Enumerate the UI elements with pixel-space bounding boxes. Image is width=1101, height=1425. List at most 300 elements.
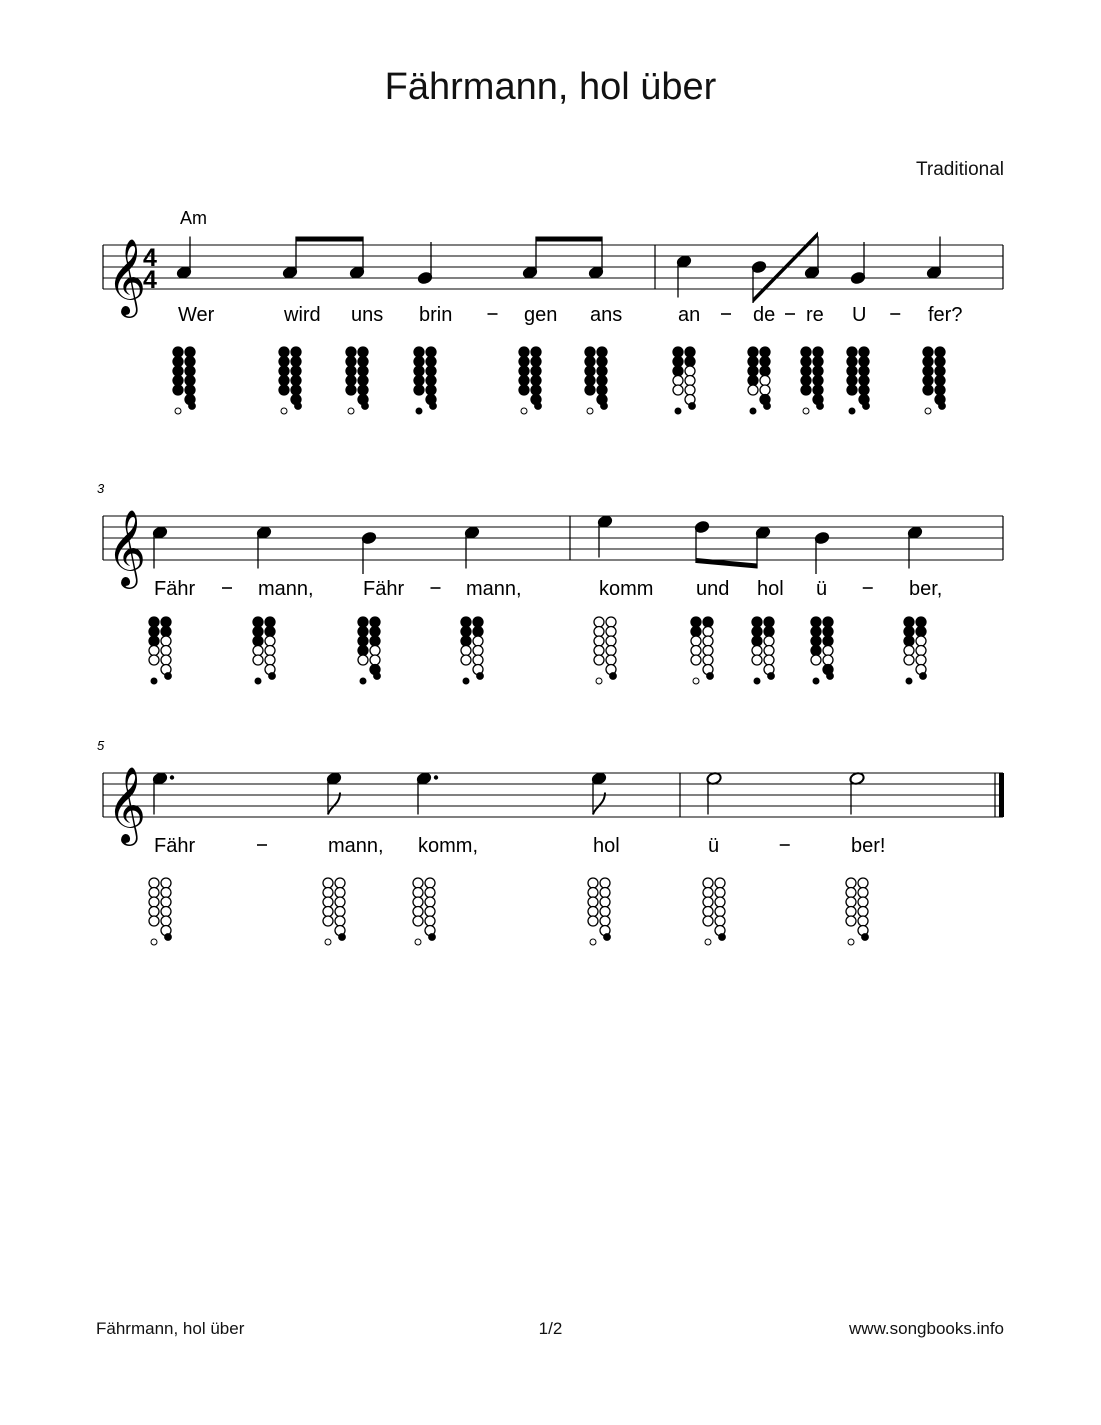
recorder-fingering-chart [801, 347, 823, 414]
fingering-small-hole [764, 403, 771, 410]
final-barline-thick [999, 773, 1004, 817]
fingering-hole [764, 617, 774, 627]
fingering-hole [358, 385, 368, 395]
fingering-hole [279, 357, 289, 367]
fingering-hole [461, 655, 471, 665]
fingering-hole [764, 627, 774, 637]
fingering-hole [531, 376, 541, 386]
fingering-hole [585, 366, 595, 376]
fingering-thumb-hole [703, 878, 713, 888]
fingering-hole [685, 347, 695, 357]
fingering-small-hole [849, 408, 855, 414]
fingering-small-hole [848, 939, 854, 945]
fingering-hole [752, 646, 762, 656]
fingering-hole [358, 366, 368, 376]
footer-website: www.songbooks.info [849, 1319, 1004, 1338]
fingering-hole [161, 878, 171, 888]
recorder-fingering-chart [588, 878, 610, 945]
lyric-syllable: mann, [328, 835, 384, 857]
fingering-hole [173, 366, 183, 376]
fingering-small-hole [813, 678, 819, 684]
fingering-hole [161, 627, 171, 637]
fingering-hole [426, 357, 436, 367]
fingering-hole [606, 617, 616, 627]
lyric-syllable: U [852, 304, 867, 326]
fingering-hole [801, 357, 811, 367]
fingering-hole [185, 366, 195, 376]
fingering-hole [597, 366, 607, 376]
fingering-hole [691, 655, 701, 665]
recorder-fingering-chart [519, 347, 541, 414]
fingering-small-hole [362, 403, 369, 410]
fingering-small-hole [939, 403, 946, 410]
lyric-syllable: mann, [466, 578, 522, 600]
fingering-hole [291, 376, 301, 386]
fingering-hole [426, 376, 436, 386]
fingering-hole [600, 888, 610, 898]
fingering-hole [594, 646, 604, 656]
fingering-small-hole [596, 678, 602, 684]
fingering-thumb-hole [752, 617, 762, 627]
fingering-hole [823, 617, 833, 627]
fingering-hole [858, 897, 868, 907]
fingering-hole [715, 888, 725, 898]
fingering-hole [149, 907, 159, 917]
fingering-hole [425, 916, 435, 926]
fingering-hole [370, 636, 380, 646]
fingering-thumb-hole [461, 617, 471, 627]
fingering-hole [597, 376, 607, 386]
recorder-fingering-chart [594, 617, 616, 684]
fingering-hole [691, 646, 701, 656]
fingering-hole [335, 878, 345, 888]
recorder-fingering-chart [748, 347, 770, 414]
fingering-hole [813, 347, 823, 357]
recorder-fingering-chart [691, 617, 713, 684]
fingering-small-hole [430, 403, 437, 410]
fingering-hole [358, 636, 368, 646]
fingering-hole [748, 385, 758, 395]
fingering-hole [600, 907, 610, 917]
fingering-small-hole [360, 678, 366, 684]
fingering-hole [161, 907, 171, 917]
fingering-hole [823, 655, 833, 665]
fingering-hole [752, 655, 762, 665]
fingering-hole [801, 366, 811, 376]
treble-clef: 𝄞 [107, 510, 147, 584]
fingering-thumb-hole [323, 878, 333, 888]
recorder-fingering-chart [173, 347, 195, 414]
lyric-syllable: komm, [418, 835, 478, 857]
lyric-syllable: Fähr [154, 578, 196, 600]
fingering-small-hole [719, 934, 726, 941]
fingering-thumb-hole [904, 617, 914, 627]
fingering-hole [253, 627, 263, 637]
fingering-hole [764, 646, 774, 656]
fingering-hole [358, 347, 368, 357]
fingering-hole [847, 357, 857, 367]
fingering-hole [813, 385, 823, 395]
recorder-fingering-chart [585, 347, 607, 414]
fingering-small-hole [604, 934, 611, 941]
fingering-hole [291, 385, 301, 395]
lyric-syllable: ü [708, 835, 720, 857]
fingering-hole [823, 636, 833, 646]
lyric-syllable: re [806, 304, 824, 326]
recorder-fingering-chart [752, 617, 774, 684]
fingering-hole [161, 888, 171, 898]
lyric-syllable: ans [590, 304, 623, 326]
fingering-hole [813, 366, 823, 376]
fingering-hole [335, 907, 345, 917]
fingering-hole [323, 897, 333, 907]
fingering-small-hole [521, 408, 527, 414]
fingering-hole [801, 385, 811, 395]
fingering-hole [715, 916, 725, 926]
fingering-hole [323, 916, 333, 926]
fingering-hole [859, 366, 869, 376]
fingering-hole [413, 888, 423, 898]
fingering-hole [715, 907, 725, 917]
fingering-hole [760, 385, 770, 395]
fingering-small-hole [165, 673, 172, 680]
fingering-small-hole [610, 673, 617, 680]
fingering-hole [426, 385, 436, 395]
lyric-syllable: hol [757, 578, 784, 600]
recorder-fingering-chart [703, 878, 725, 945]
lyric-syllable: ü [816, 578, 828, 600]
fingering-hole [461, 636, 471, 646]
fingering-hole [846, 888, 856, 898]
fingering-small-hole [416, 408, 422, 414]
fingering-hole [473, 655, 483, 665]
fingering-hole [519, 376, 529, 386]
fingering-hole [149, 916, 159, 926]
fingering-hole [811, 627, 821, 637]
fingering-hole [685, 366, 695, 376]
fingering-hole [279, 385, 289, 395]
recorder-fingering-chart [149, 617, 171, 684]
recorder-fingering-chart [253, 617, 275, 684]
fingering-hole [801, 376, 811, 386]
fingering-hole [149, 636, 159, 646]
fingering-hole [161, 646, 171, 656]
fingering-small-hole [689, 403, 696, 410]
fingering-thumb-hole [413, 878, 423, 888]
augmentation-dot [434, 775, 438, 779]
fingering-hole [703, 655, 713, 665]
fingering-hole [149, 897, 159, 907]
fingering-hole [425, 888, 435, 898]
fingering-hole [588, 907, 598, 917]
fingering-hole [916, 636, 926, 646]
fingering-hole [346, 366, 356, 376]
fingering-hole [519, 366, 529, 376]
fingering-small-hole [925, 408, 931, 414]
fingering-hole [473, 646, 483, 656]
fingering-hole [859, 357, 869, 367]
recorder-fingering-chart [811, 617, 833, 684]
fingering-hole [764, 655, 774, 665]
fingering-hole [685, 385, 695, 395]
fingering-small-hole [374, 673, 381, 680]
fingering-hole [346, 385, 356, 395]
fingering-small-hole [705, 939, 711, 945]
fingering-small-hole [151, 939, 157, 945]
fingering-hole [813, 357, 823, 367]
fingering-hole [473, 636, 483, 646]
fingering-hole [265, 627, 275, 637]
fingering-hole [519, 385, 529, 395]
lyric-syllable: Fähr [363, 578, 405, 600]
fingering-hole [916, 646, 926, 656]
fingering-hole [823, 627, 833, 637]
fingering-hole [600, 916, 610, 926]
song-title: Fährmann, hol über [384, 66, 717, 108]
fingering-hole [673, 376, 683, 386]
fingering-small-hole [768, 673, 775, 680]
fingering-small-hole [817, 403, 824, 410]
recorder-fingering-chart [414, 347, 436, 414]
fingering-hole [935, 385, 945, 395]
fingering-hole [531, 357, 541, 367]
fingering-hole [847, 376, 857, 386]
fingering-hole [606, 636, 616, 646]
fingering-hole [846, 916, 856, 926]
fingering-hole [858, 916, 868, 926]
fingering-thumb-hole [594, 617, 604, 627]
fingering-hole [531, 347, 541, 357]
fingering-small-hole [750, 408, 756, 414]
fingering-hole [594, 655, 604, 665]
fingering-hole [597, 357, 607, 367]
fingering-hole [703, 627, 713, 637]
fingering-hole [253, 646, 263, 656]
fingering-hole [606, 627, 616, 637]
lyric-syllable: Wer [178, 304, 215, 326]
lyric-syllable: brin [419, 304, 453, 326]
fingering-hole [473, 627, 483, 637]
fingering-thumb-hole [253, 617, 263, 627]
staff-system-2 [97, 481, 1003, 684]
fingering-hole [673, 366, 683, 376]
fingering-hole [752, 627, 762, 637]
fingering-hole [346, 357, 356, 367]
fingering-thumb-hole [585, 347, 595, 357]
fingering-hole [425, 897, 435, 907]
recorder-fingering-chart [847, 347, 869, 414]
fingering-hole [161, 617, 171, 627]
treble-clef: 𝄞 [107, 239, 147, 313]
fingering-hole [414, 376, 424, 386]
fingering-hole [414, 385, 424, 395]
fingering-small-hole [339, 934, 346, 941]
fingering-hole [588, 888, 598, 898]
recorder-fingering-chart [413, 878, 435, 945]
fingering-hole [461, 646, 471, 656]
fingering-small-hole [693, 678, 699, 684]
fingering-thumb-hole [923, 347, 933, 357]
note-flag [328, 793, 340, 815]
fingering-hole [904, 627, 914, 637]
fingering-thumb-hole [801, 347, 811, 357]
fingering-hole [715, 878, 725, 888]
fingering-hole [935, 357, 945, 367]
fingering-hole [597, 385, 607, 395]
fingering-hole [847, 366, 857, 376]
fingering-small-hole [535, 403, 542, 410]
fingering-hole [703, 617, 713, 627]
fingering-hole [811, 646, 821, 656]
fingering-thumb-hole [279, 347, 289, 357]
fingering-hole [185, 357, 195, 367]
fingering-small-hole [862, 934, 869, 941]
fingering-small-hole [151, 678, 157, 684]
fingering-hole [425, 907, 435, 917]
fingering-small-hole [281, 408, 287, 414]
fingering-hole [916, 655, 926, 665]
fingering-hole [358, 357, 368, 367]
fingering-small-hole [165, 934, 172, 941]
fingering-hole [253, 655, 263, 665]
fingering-thumb-hole [149, 617, 159, 627]
fingering-hole [935, 376, 945, 386]
fingering-hole [323, 907, 333, 917]
fingering-hole [358, 627, 368, 637]
fingering-small-hole [803, 408, 809, 414]
lyric-syllable: ber! [851, 835, 886, 857]
fingering-thumb-hole [414, 347, 424, 357]
fingering-hole [858, 907, 868, 917]
fingering-small-hole [348, 408, 354, 414]
recorder-fingering-chart [461, 617, 483, 684]
fingering-hole [923, 385, 933, 395]
fingering-hole [161, 916, 171, 926]
fingering-thumb-hole [519, 347, 529, 357]
note-beam [536, 237, 602, 242]
fingering-hole [594, 636, 604, 646]
fingering-hole [531, 366, 541, 376]
fingering-hole [335, 888, 345, 898]
fingering-hole [600, 878, 610, 888]
fingering-hole [904, 655, 914, 665]
fingering-hole [923, 376, 933, 386]
fingering-small-hole [906, 678, 912, 684]
fingering-hole [414, 366, 424, 376]
fingering-hole [685, 357, 695, 367]
fingering-hole [703, 646, 713, 656]
fingering-hole [161, 655, 171, 665]
fingering-hole [703, 636, 713, 646]
fingering-hole [585, 385, 595, 395]
lyric-syllable: Fähr [154, 835, 196, 857]
fingering-hole [811, 636, 821, 646]
lyric-syllable: gen [524, 304, 558, 326]
fingering-hole [847, 385, 857, 395]
fingering-hole [335, 897, 345, 907]
fingering-hole [859, 347, 869, 357]
fingering-hole [519, 357, 529, 367]
lyric-syllable: fer? [928, 304, 963, 326]
recorder-fingering-chart [673, 347, 695, 414]
fingering-small-hole [920, 673, 927, 680]
lyric-syllable: de [753, 304, 776, 326]
note-beam [296, 237, 363, 242]
recorder-fingering-chart [149, 878, 171, 945]
fingering-hole [425, 878, 435, 888]
fingering-hole [185, 347, 195, 357]
fingering-hole [935, 366, 945, 376]
measure-number: 5 [97, 738, 105, 753]
fingering-hole [859, 376, 869, 386]
fingering-hole [173, 385, 183, 395]
fingering-thumb-hole [846, 878, 856, 888]
fingering-hole [461, 627, 471, 637]
fingering-hole [414, 357, 424, 367]
fingering-thumb-hole [588, 878, 598, 888]
fingering-small-hole [827, 673, 834, 680]
fingering-hole [358, 376, 368, 386]
augmentation-dot [170, 775, 174, 779]
recorder-fingering-chart [846, 878, 868, 945]
measure-number: 3 [97, 481, 105, 496]
fingering-hole [253, 636, 263, 646]
fingering-thumb-hole [748, 347, 758, 357]
fingering-hole [916, 627, 926, 637]
staff-system-3 [97, 738, 1004, 945]
fingering-hole [703, 897, 713, 907]
fingering-thumb-hole [346, 347, 356, 357]
fingering-hole [760, 376, 770, 386]
fingering-hole [588, 916, 598, 926]
fingering-small-hole [189, 403, 196, 410]
recorder-fingering-chart [346, 347, 368, 414]
fingering-hole [904, 636, 914, 646]
fingering-small-hole [707, 673, 714, 680]
fingering-hole [715, 897, 725, 907]
fingering-hole [585, 376, 595, 386]
fingering-hole [904, 646, 914, 656]
fingering-hole [760, 347, 770, 357]
fingering-small-hole [675, 408, 681, 414]
fingering-hole [149, 888, 159, 898]
recorder-fingering-chart [923, 347, 945, 414]
fingering-hole [597, 347, 607, 357]
fingering-small-hole [429, 934, 436, 941]
fingering-hole [370, 617, 380, 627]
time-signature-denominator: 4 [143, 266, 157, 294]
fingering-hole [358, 655, 368, 665]
fingering-hole [531, 385, 541, 395]
fingering-thumb-hole [358, 617, 368, 627]
fingering-thumb-hole [149, 878, 159, 888]
fingering-hole [370, 646, 380, 656]
fingering-hole [358, 646, 368, 656]
fingering-hole [752, 636, 762, 646]
fingering-small-hole [754, 678, 760, 684]
lyric-syllable: komm [599, 578, 654, 600]
fingering-thumb-hole [811, 617, 821, 627]
fingering-small-hole [601, 403, 608, 410]
staff-system-1 [103, 208, 1003, 414]
lyric-syllable: und [696, 578, 730, 600]
fingering-small-hole [587, 408, 593, 414]
fingering-hole [585, 357, 595, 367]
fingering-thumb-hole [173, 347, 183, 357]
fingering-hole [346, 376, 356, 386]
fingering-hole [279, 376, 289, 386]
lyric-syllable: mann, [258, 578, 314, 600]
